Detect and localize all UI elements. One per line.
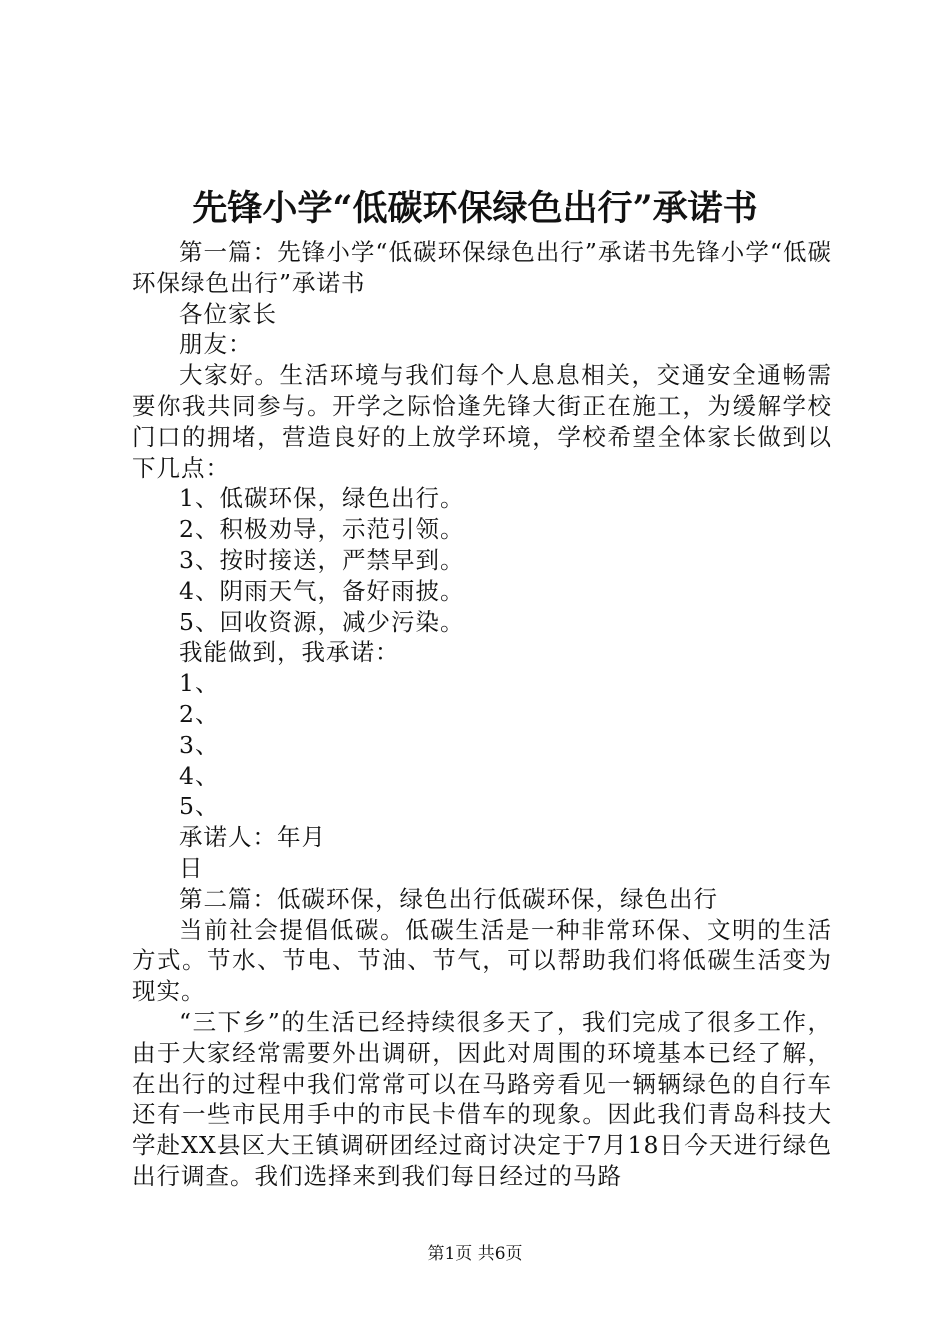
paragraph: 朋友： xyxy=(179,330,253,359)
list-item: 2、 xyxy=(179,699,220,728)
paragraph: 我能做到，我承诺： xyxy=(179,638,400,667)
page-number: 第1页 共6页 xyxy=(427,1244,523,1264)
paragraph: 第一篇：先锋小学“低碳环保绿色出行”承诺书先锋小学“低碳环保绿色出行”承诺书 xyxy=(132,238,832,297)
list-item: 4、阴雨天气，备好雨披。 xyxy=(179,576,465,605)
signature-line: 日 xyxy=(179,853,204,882)
list-item: 5、回收资源，减少污染。 xyxy=(179,607,465,636)
list-item: 4、 xyxy=(179,761,220,790)
list-item: 2、积极劝导，示范引领。 xyxy=(179,515,465,544)
document-body xyxy=(132,237,832,1192)
signature-line: 承诺人：年月 xyxy=(179,823,326,852)
paragraph: 当前社会提倡低碳。低碳生活是一种非常环保、文明的生活方式。节水、节电、节油、节气，可以帮助我们将低碳生活变为现实。 xyxy=(132,915,832,1006)
list-item: 5、 xyxy=(179,792,220,821)
list-item: 3、按时接送，严禁早到。 xyxy=(179,545,465,574)
paragraph: 各位家长 xyxy=(179,299,277,328)
list-item: 1、低碳环保，绿色出行。 xyxy=(179,484,465,513)
document-title: 先锋小学“低碳环保绿色出行”承诺书 xyxy=(192,188,758,229)
paragraph: “三下乡”的生活已经持续很多天了，我们完成了很多工作，由于大家经常需要外出调研，因此对周围的环境基本已经了解，在出行的过程中我们常常可以在马路旁看见一辆辆绿色的自行车还有一些市民用手中的市民卡借车的现象。因此我们青岛科技大学赴XX县区大王镇调研团经过商讨决定于7月18日今天进行绿色出行调查。我们选择来到我们每日经过的马路 xyxy=(132,1007,832,1190)
list-item: 3、 xyxy=(179,730,220,759)
paragraph: 大家好。生活环境与我们每个人息息相关，交通安全通畅需要你我共同参与。开学之际恰逢先锋大街正在施工，为缓解学校门口的拥堵，营造良好的上放学环境，学校希望全体家长做到以下几点： xyxy=(132,361,832,482)
section-heading: 第二篇：低碳环保，绿色出行低碳环保，绿色出行 xyxy=(179,884,718,913)
list-item: 1、 xyxy=(179,669,220,698)
